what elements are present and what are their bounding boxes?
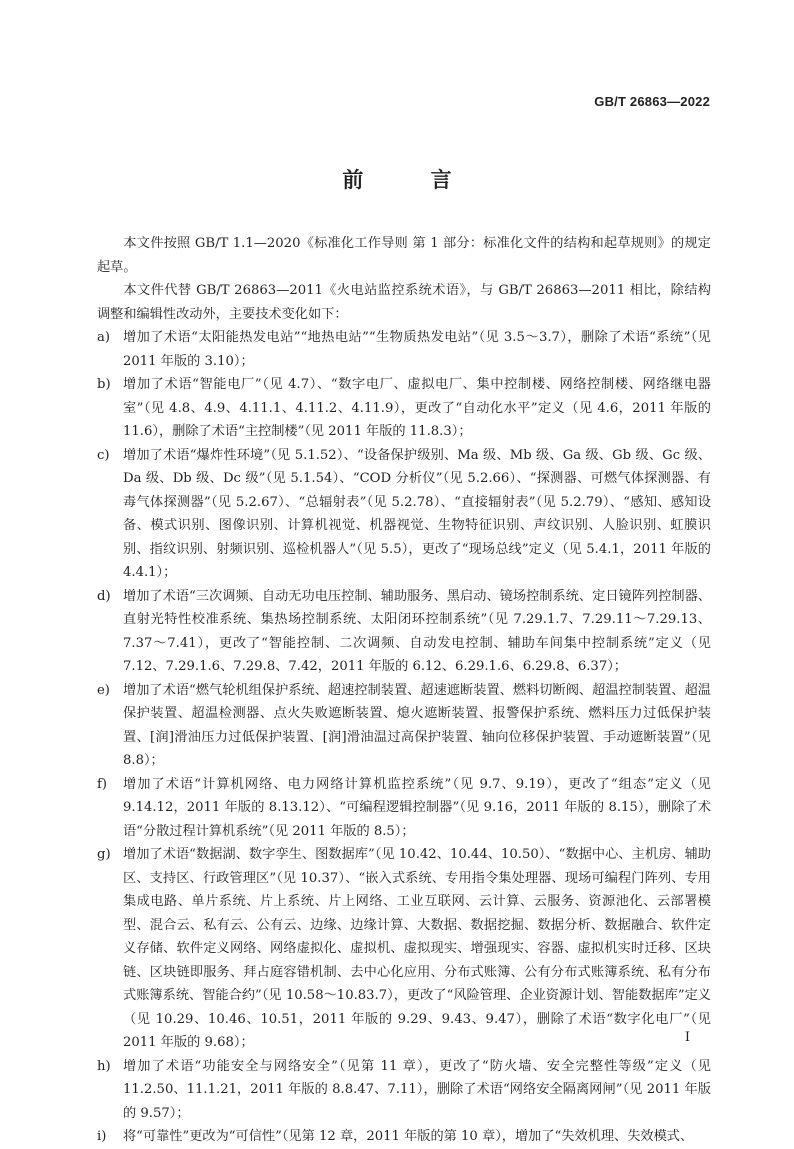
list-item [97,1055,711,1126]
list-item-text: 增加了术语“数据湖、数字孪生、图数据库”（见 10.42、10.44、10.50）、“数据中心、主机房、辅助区、支持区、行政管理区”（见 10.37）、“嵌入式系统、专用指令集处理器、现场可编程门阵列、专用集成电路、单片系统、片上系统、片上网络、工业互联网、云计算、云服务、资源池化、云部署模型、混合云、私有云、公有云、边缘、边缘计算、大数据、数据挖掘、数据分析、数据融合、软件定义存储、软件定义网络、网络虚拟化、虚拟机、虚拟现实、增强现实、容器、虚拟机实时迁移、区块链、区块链即服务、拜占庭容错机制、去中心化应用、分布式账簿、公有分布式账簿系统、私有分布式账簿系统、智能合约”（见 10.58～10.83.7），更改了“风险管理、企业资源计划、智能数据库”定义（见 10.29、10.46、10.51，2011 年版的 9.29、9.43、9.47），删除了术语“数字化电厂”（见 2011 年版的 9.68）； [123,847,711,1050]
list-item-text: 增加了术语“功能安全与网络安全”（见第 11 章），更改了“防火墙、安全完整性等级”定义（见 11.2.50、11.1.21，2011 年版的 8.8.47、7.11），删除了术语“网络安全隔离网闸”（见 2011 年版的 9.57）； [123,1058,711,1121]
list-marker: g) [97,847,111,862]
list-item [97,1125,711,1149]
list-item-text: 增加了术语“三次调频、自动无功电压控制、辅助服务、黑启动、镜场控制系统、定日镜阵列控制器、直射光特性校准系统、集热场控制系统、太阳闭环控制系统”（见 7.29.1.7、7.29.11～7.29.13、7.37～7.41），更改了“智能控制、二次调频、自动发电控制、辅助车间集中控制系统”定义（见 7.12、7.29.1.6、7.29.8、7.42，2011 年版的 6.12、6.29.1.6、6.29.8、6.37）； [123,588,711,674]
list-marker: b) [97,377,111,392]
list-item-text: 将“可靠性”更改为“可信性”（见第 12 章，2011 年版的第 10 章），增加了“失效机理、失效模式、 [123,1129,694,1144]
list-item [97,679,711,773]
list-marker: i) [97,1129,107,1144]
page-number: I [684,1030,690,1045]
list-item-text: 增加了术语“智能电厂”（见 4.7）、“数字电厂、虚拟电厂、集中控制楼、网络控制楼、网络继电器室”（见 4.8、4.9、4.11.1、4.11.2、4.11.9），更改了“自动化水平”定义（见 4.6，2011 年版的 11.6），删除了术语“主控制楼”（见 2011 年版的 11.8.3）； [123,377,711,439]
list-item-text: 增加了术语“爆炸性环境”（见 5.1.52）、“设备保护级别、Ma 级、Mb 级、Ga 级、Gb 级、Gc 级、Da 级、Db 级、Dc 级”（见 5.1.54）、“COD 分析仪”（见 5.2.66）、“探测器、可燃气体探测器、有毒气体探测器”（见 5.2.67）、“总辐射表”（见 5.2.78）、“直接辐射表”（见 5.2.79）、“感知、感知设备、模式识别、图像识别、计算机视觉、机器视觉、生物特征识别、声纹识别、人脸识别、虹膜识别、指纹识别、射频识别、巡检机器人”（见 5.5），更改了“现场总线”定义（见 5.4.1，2011 年版的 4.4.1）； [123,447,711,580]
standard-code: GB/T 26863—2022 [594,94,710,109]
list-marker: e) [97,682,110,698]
list-item [97,773,711,844]
list-marker: a) [97,330,111,345]
list-marker: f) [97,776,108,792]
list-item-text: 增加了术语“燃气轮机组保护系统、超速控制装置、超速遮断装置、燃料切断阀、超温控制装置、超温保护装置、超温检测器、点火失败遮断装置、熄火遮断装置、报警保护系统、燃料压力过低保护装置、[润]滑油压力过低保护装置、[润]滑油温过高保护装置、轴向位移保护装置、手动遮断装置”（见 8.8）； [123,682,711,768]
list-marker: c) [97,447,110,463]
document-body [97,232,711,1149]
list-item [97,843,711,1055]
list-item-text: 增加了术语“计算机网络、电力网络计算机监控系统”（见 9.7、9.19），更改了“组态”定义（见 9.14.12，2011 年版的 8.13.12）、“可编程逻辑控制器”（见 9.16，2011 年版的 8.15），删除了术语“分散过程计算机系统”（见 2011 年版的 8.5）； [123,776,711,839]
list-item [97,326,711,373]
paragraph-replacement: 本文件代替 GB/T 26863—2011《火电站监控系统术语》，与 GB/T 26863—2011 相比，除结构调整和编辑性改动外，主要技术变化如下： [97,283,711,322]
list-marker: d) [97,588,111,604]
page-title: 前 言 [342,167,482,192]
list-item-text: 增加了术语“太阳能热发电站”“地热电站”“生物质热发电站”（见 3.5～3.7），删除了术语“系统”（见 2011 年版的 3.10）； [123,330,711,369]
list-item [97,585,711,679]
paragraph-intro: 本文件按照 GB/T 1.1—2020《标准化工作导则 第 1 部分：标准化文件的结构和起草规则》的规定起草。 [97,236,711,275]
change-list [97,326,711,1149]
list-marker: h) [97,1058,111,1074]
list-item [97,373,711,444]
list-item [97,444,711,585]
